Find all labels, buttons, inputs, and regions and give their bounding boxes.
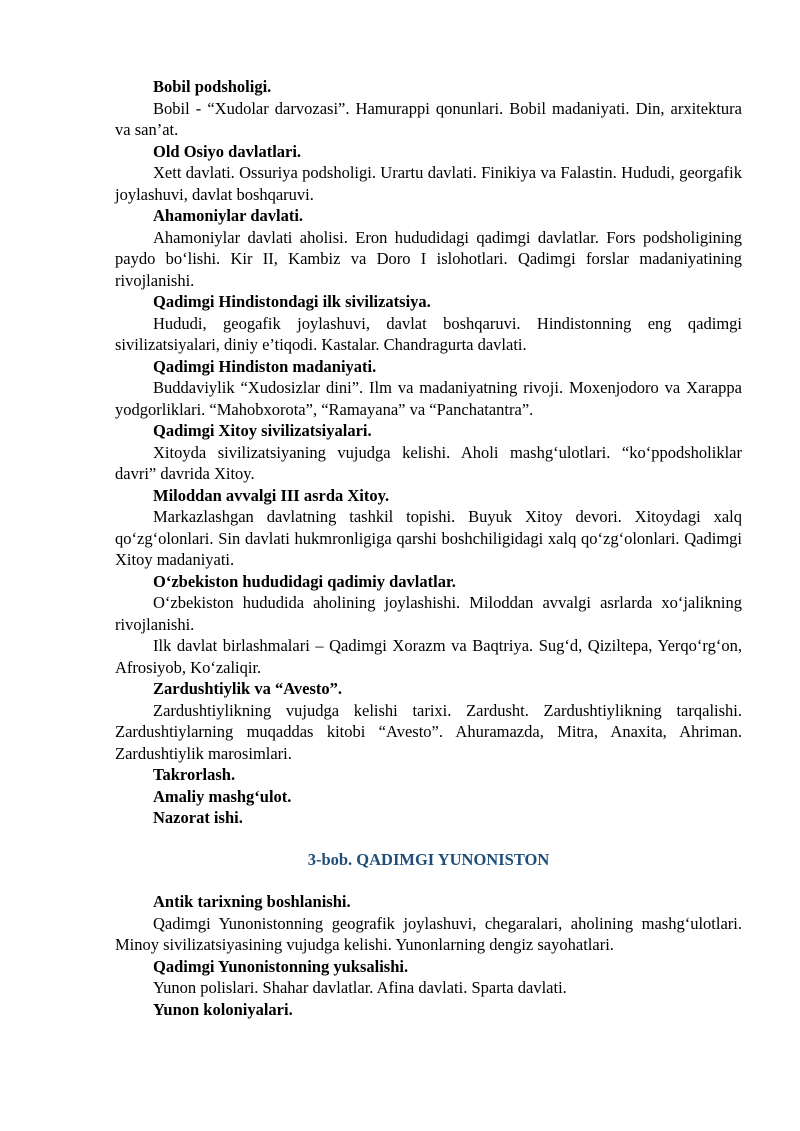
syllabus-section	[115, 764, 742, 786]
section-heading: Antik tarixning boshlanishi.	[153, 892, 351, 911]
syllabus-section	[115, 807, 742, 829]
syllabus-section	[115, 571, 742, 679]
section-paragraph: Xitoyda sivilizatsiyaning vujudga kelishi. Aholi mashgʻulotlari. “koʻppodsholiklar davri” davrida Xitoy.	[115, 442, 742, 483]
syllabus-section	[115, 891, 742, 956]
section-paragraph: Ahamoniylar davlati aholisi. Eron hududidagi qadimgi davlatlar. Fors podsholigining paydo boʻlishi. Kir II, Kambiz va Doro I islohotlari. Qadimgi forslar madaniyatining rivojlanishi.	[115, 227, 742, 290]
page-content	[115, 76, 742, 1020]
syllabus-block-1	[115, 76, 742, 829]
section-heading: Nazorat ishi.	[153, 808, 243, 827]
section-paragraph: Buddaviylik “Xudosizlar dini”. Ilm va madaniyatning rivoji. Moxenjodoro va Xarappa yodgorliklari. “Mahobxorota”, “Ramayana” va “Panchatantra”.	[115, 378, 742, 419]
section-heading: Bobil podsholigi.	[153, 77, 272, 96]
section-paragraph: Bobil - “Xudolar darvozasi”. Hamurappi qonunlari. Bobil madaniyati. Din, arxitektura va san’at.	[115, 98, 742, 139]
section-paragraph: Yunon polislari. Shahar davlatlar. Afina davlati. Sparta davlati.	[153, 978, 567, 997]
section-heading: Zardushtiylik va “Avesto”.	[153, 679, 343, 698]
section-heading: Qadimgi Xitoy sivilizatsiyalari.	[153, 421, 372, 440]
syllabus-section	[115, 786, 742, 808]
section-heading: Miloddan avvalgi III asrda Xitoy.	[153, 485, 390, 505]
syllabus-block-2	[115, 891, 742, 1020]
section-heading: Oʻzbekiston hududidagi qadimiy davlatlar.	[153, 571, 456, 591]
syllabus-section	[115, 291, 742, 356]
section-heading: Takrorlash.	[153, 765, 236, 784]
section-heading: Qadimgi Yunonistonning yuksalishi.	[153, 956, 409, 976]
section-paragraph: Markazlashgan davlatning tashkil topishi. Buyuk Xitoy devori. Xitoydagi xalq qoʻzgʻolonlari. Sin davlati hukmronligiga qarshi boshchiligidagi xalq qoʻzgʻolonlari. Qadimgi Xitoy madaniyati.	[115, 507, 742, 569]
syllabus-section	[115, 678, 742, 764]
section-paragraph: Zardushtiylikning vujudga kelishi tarixi. Zardusht. Zardushtiylikning tarqalishi. Zardushtiylarning muqaddas kitobi “Avesto”. Ahuramazda, Mitra, Anaxita, Ahriman. Zardushtiylik marosimlari.	[115, 700, 742, 763]
section-heading: Qadimgi Hindistondagi ilk sivilizatsiya.	[153, 292, 431, 311]
chapter-title: 3-bob. QADIMGI YUNONISTON	[307, 849, 550, 869]
syllabus-section	[115, 76, 742, 141]
section-heading: Amaliy mashgʻulot.	[153, 786, 292, 806]
syllabus-section	[115, 485, 742, 571]
syllabus-section	[115, 999, 742, 1021]
syllabus-section	[115, 420, 742, 485]
section-heading: Qadimgi Hindiston madaniyati.	[153, 356, 377, 376]
section-heading: Old Osiyo davlatlari.	[153, 141, 302, 161]
syllabus-section	[115, 956, 742, 999]
syllabus-section	[115, 205, 742, 291]
section-paragraph: Oʻzbekiston hududida aholining joylashishi. Miloddan avvalgi asrlarda xoʻjalikning rivojlanishi.	[115, 593, 742, 634]
section-paragraph: Ilk davlat birlashmalari – Qadimgi Xorazm va Baqtriya. Sugʻd, Qiziltepa, Yerqoʻrgʻon, Afrosiyob, Koʻzaliqir.	[115, 636, 742, 677]
section-paragraph: Qadimgi Yunonistonning geografik joylashuvi, chegaralari, aholining mashgʻulotlari. Minoy sivilizatsiyasining vujudga kelishi. Yunonlarning dengiz sayohatlari.	[115, 913, 742, 954]
syllabus-section	[115, 141, 742, 206]
section-heading: Ahamoniylar davlati.	[153, 206, 304, 225]
section-heading: Yunon koloniyalari.	[153, 999, 293, 1019]
section-paragraph: Xett davlati. Ossuriya podsholigi. Urartu davlati. Finikiya va Falastin. Hududi, georgafik joylashuvi, davlat boshqaruvi.	[115, 163, 742, 204]
syllabus-section	[115, 356, 742, 421]
section-paragraph: Hududi, geogafik joylashuvi, davlat boshqaruvi. Hindistonning eng qadimgi sivilizatsiyalari, diniy e’tiqodi. Kastalar. Chandragurta davlati.	[115, 313, 742, 354]
